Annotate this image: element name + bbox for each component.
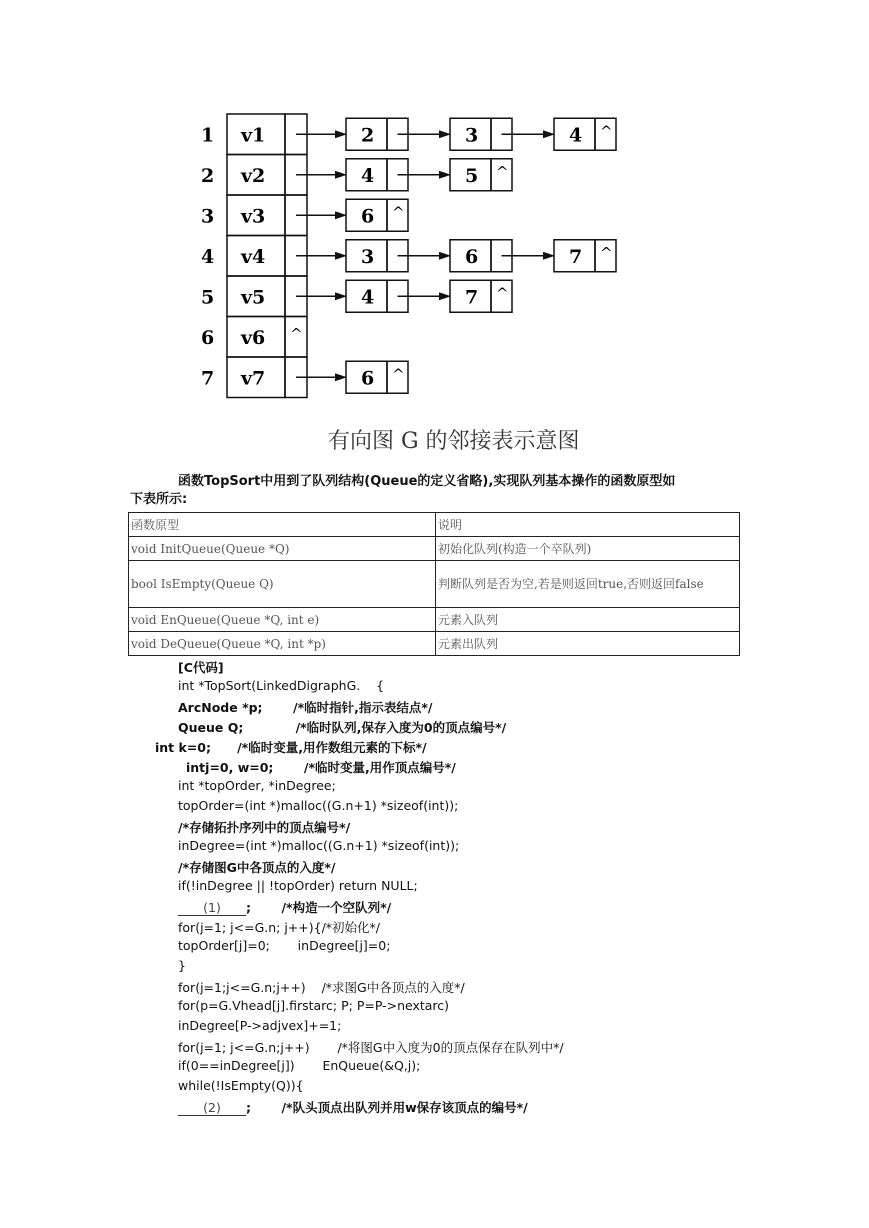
adjacent-vertex-number: 3 (465, 124, 479, 147)
adjacency-list-diagram (0, 0, 869, 460)
table-cell-description: 判断队列是否为空,若是则返回true,否则返回false (436, 561, 740, 608)
adjacent-vertex-number: 3 (361, 245, 375, 268)
code-line-text: ; /*队头顶点出队列并用w保存该顶点的编号*/ (246, 1100, 528, 1115)
code-line: if(0==inDegree[j]) EnQueue(&Q,j); (178, 1058, 421, 1073)
intro-line-1: 函数TopSort中用到了队列结构(Queue的定义省略),实现队列基本操作的函数原型如 (178, 474, 676, 489)
vertex-name: v1 (241, 124, 266, 147)
code-line (178, 1098, 528, 1116)
vertex-index: 5 (201, 286, 215, 309)
code-line: topOrder[j]=0; inDegree[j]=0; (178, 938, 391, 953)
table-header-description: 说明 (436, 513, 740, 537)
table-cell-description: 元素出队列 (436, 632, 740, 656)
adjacent-vertex-number: 6 (361, 205, 375, 228)
code-line: } (178, 958, 186, 973)
code-line: if(!inDegree || !topOrder) return NULL; (178, 878, 418, 893)
vertex-index: 3 (201, 205, 215, 228)
vertex-index: 7 (201, 367, 215, 390)
code-line: int k=0; /*临时变量,用作数组元素的下标*/ (155, 740, 427, 755)
table-cell-description: 元素入队列 (436, 608, 740, 632)
null-pointer-mark: ^ (600, 122, 613, 141)
code-title: [C代码] (178, 660, 224, 675)
vertex-index: 6 (201, 326, 215, 349)
table-cell-prototype: bool IsEmpty(Queue Q) (129, 561, 436, 608)
code-line: ArcNode *p; /*临时指针,指示表结点*/ (178, 700, 433, 715)
code-line: /*存储拓扑序列中的顶点编号*/ (178, 820, 351, 835)
null-pointer-mark: ^ (600, 243, 613, 262)
vertex-index: 2 (201, 164, 215, 187)
adjacent-vertex-number: 5 (465, 164, 479, 187)
null-pointer-mark: ^ (496, 162, 509, 181)
code-line: topOrder=(int *)malloc((G.n+1) *sizeof(int)); (178, 798, 459, 813)
vertex-name: v6 (241, 326, 266, 349)
answer-blank-2[interactable]: (2) (178, 1100, 246, 1116)
diagram-caption: 有向图 G 的邻接表示意图 (328, 429, 580, 454)
queue-prototype-table (128, 512, 740, 656)
table-row (129, 632, 740, 656)
table-cell-prototype: void DeQueue(Queue *Q, int *p) (129, 632, 436, 656)
code-line: intj=0, w=0; /*临时变量,用作顶点编号*/ (186, 760, 456, 775)
code-line: inDegree[P->adjvex]+=1; (178, 1018, 342, 1033)
intro-line-2: 下表所示: (130, 492, 188, 507)
code-line: Queue Q; /*临时队列,保存入度为0的顶点编号*/ (178, 720, 507, 735)
adjacent-vertex-number: 4 (569, 124, 583, 147)
vertex-name: v2 (241, 164, 266, 187)
code-line-text: ; /*构造一个空队列*/ (246, 900, 392, 915)
answer-blank-1[interactable]: (1) (178, 900, 246, 916)
vertex-name: v3 (241, 205, 266, 228)
code-line (178, 898, 391, 916)
adjacent-vertex-number: 4 (361, 164, 375, 187)
adjacent-vertex-number: 6 (465, 245, 479, 268)
adjacent-vertex-number: 2 (361, 124, 375, 147)
code-line: /*存储图G中各顶点的入度*/ (178, 860, 336, 875)
null-pointer-mark: ^ (496, 284, 509, 303)
adjacent-vertex-number: 6 (361, 367, 375, 390)
code-line: for(j=1; j<=G.n;j++) /*将图G中入度为0的顶点保存在队列中*/ (178, 1040, 564, 1055)
code-line: for(j=1; j<=G.n; j++){/*初始化*/ (178, 920, 381, 935)
intro-paragraph (130, 473, 742, 509)
adjacent-vertex-number: 4 (361, 286, 375, 309)
table-cell-description: 初始化队列(构造一个卒队列) (436, 537, 740, 561)
table-header-prototype: 函数原型 (129, 513, 436, 537)
code-line: int *TopSort(LinkedDigraphG. { (178, 678, 385, 693)
vertex-name: v4 (241, 245, 266, 268)
table-header-row (129, 513, 740, 537)
table-row (129, 537, 740, 561)
table-row (129, 608, 740, 632)
null-pointer-mark: ^ (392, 365, 405, 384)
vertex-index: 1 (201, 124, 215, 147)
null-pointer-mark: ^ (290, 324, 303, 343)
table-row (129, 561, 740, 608)
table-cell-prototype: void InitQueue(Queue *Q) (129, 537, 436, 561)
code-line: for(j=1;j<=G.n;j++) /*求图G中各顶点的入度*/ (178, 980, 465, 995)
table-cell-prototype: void EnQueue(Queue *Q, int e) (129, 608, 436, 632)
adjacent-vertex-number: 7 (569, 245, 583, 268)
vertex-name: v5 (241, 286, 266, 309)
adjacent-vertex-number: 7 (465, 286, 479, 309)
vertex-index: 4 (201, 245, 215, 268)
code-line: while(!IsEmpty(Q)){ (178, 1078, 304, 1093)
code-line: int *topOrder, *inDegree; (178, 778, 336, 793)
null-pointer-mark: ^ (392, 203, 405, 222)
vertex-name: v7 (241, 367, 266, 390)
code-line: inDegree=(int *)malloc((G.n+1) *sizeof(int)); (178, 838, 460, 853)
code-line: for(p=G.Vhead[j].firstarc; P; P=P->nextarc) (178, 998, 450, 1013)
